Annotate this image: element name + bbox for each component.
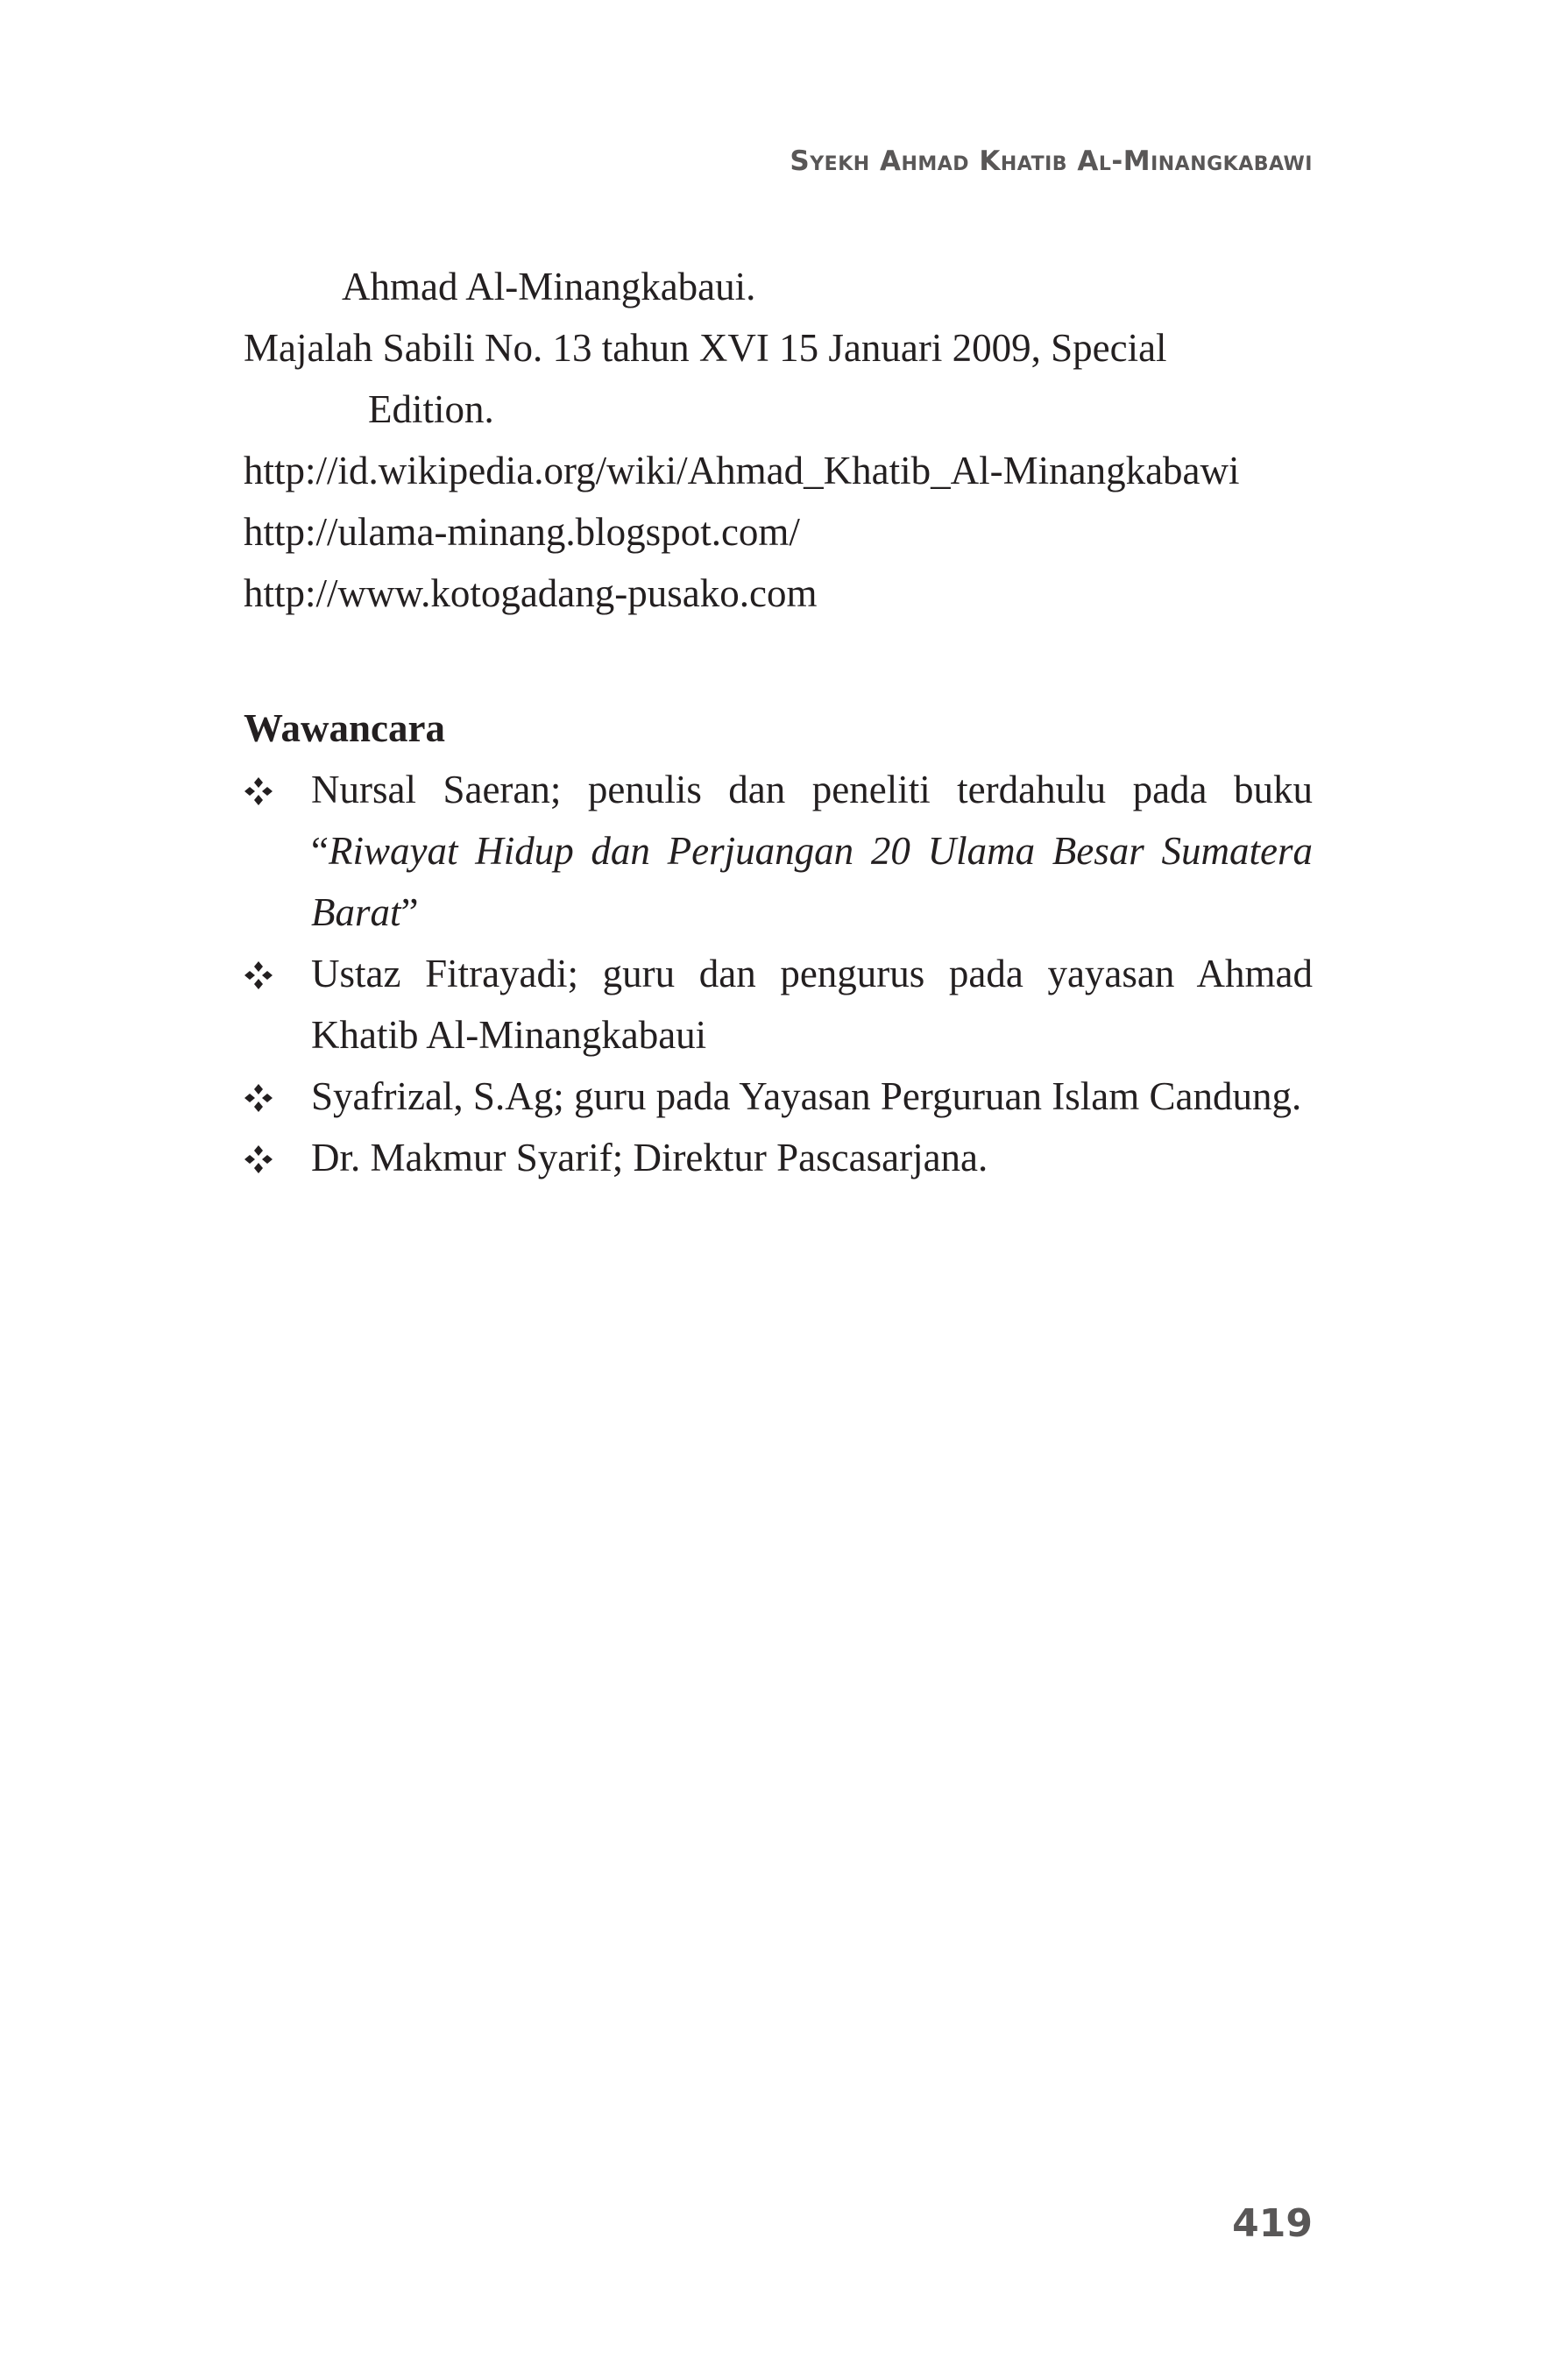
reference-line: Ahmad Al-Minangkabaui. <box>342 265 756 308</box>
running-header: Syekh Ahmad Khatib Al-Minangkabawi <box>790 145 1313 177</box>
reference-url: http://ulama-minang.blogspot.com/ <box>244 510 800 554</box>
interview-item-text: Dr. Makmur Syarif; Direktur Pascasarjana. <box>311 1136 988 1179</box>
section-heading-interviews: Wawancara <box>244 706 445 750</box>
reference-url: http://www.kotogadang-pusako.com <box>244 571 818 615</box>
interview-item-text: Syafrizal, S.Ag; guru pada Yayasan Perguruan Islam Candung. <box>311 1074 1302 1118</box>
interview-item-text: Nursal Saeran; penulis dan peneliti terdahulu pada buku “Riwayat Hidup dan Perjuangan 20 Ulama Besar Sumatera Barat” <box>311 768 1313 934</box>
interview-item <box>244 943 1313 1066</box>
interview-item <box>244 1127 1313 1188</box>
interview-item <box>244 759 1313 943</box>
interview-item <box>244 1066 1313 1127</box>
four-diamond-bullet-icon <box>244 776 273 806</box>
interview-list <box>244 759 1313 1188</box>
four-diamond-bullet-icon <box>244 960 273 990</box>
reference-url: http://id.wikipedia.org/wiki/Ahmad_Khatib_Al-Minangkabawi <box>244 449 1240 492</box>
page-content <box>244 256 1313 1188</box>
four-diamond-bullet-icon <box>244 1083 273 1113</box>
page-number: 419 <box>1232 2201 1313 2246</box>
reference-line: Edition. <box>368 387 494 431</box>
four-diamond-bullet-icon <box>244 1144 273 1174</box>
interview-item-text: Ustaz Fitrayadi; guru dan pengurus pada yayasan Ahmad Khatib Al-Minangkabaui <box>311 952 1313 1057</box>
reference-line: Majalah Sabili No. 13 tahun XVI 15 Januari 2009, Special <box>244 326 1167 370</box>
book-title: Riwayat Hidup dan Perjuangan 20 Ulama Besar Sumatera Barat <box>311 829 1313 934</box>
